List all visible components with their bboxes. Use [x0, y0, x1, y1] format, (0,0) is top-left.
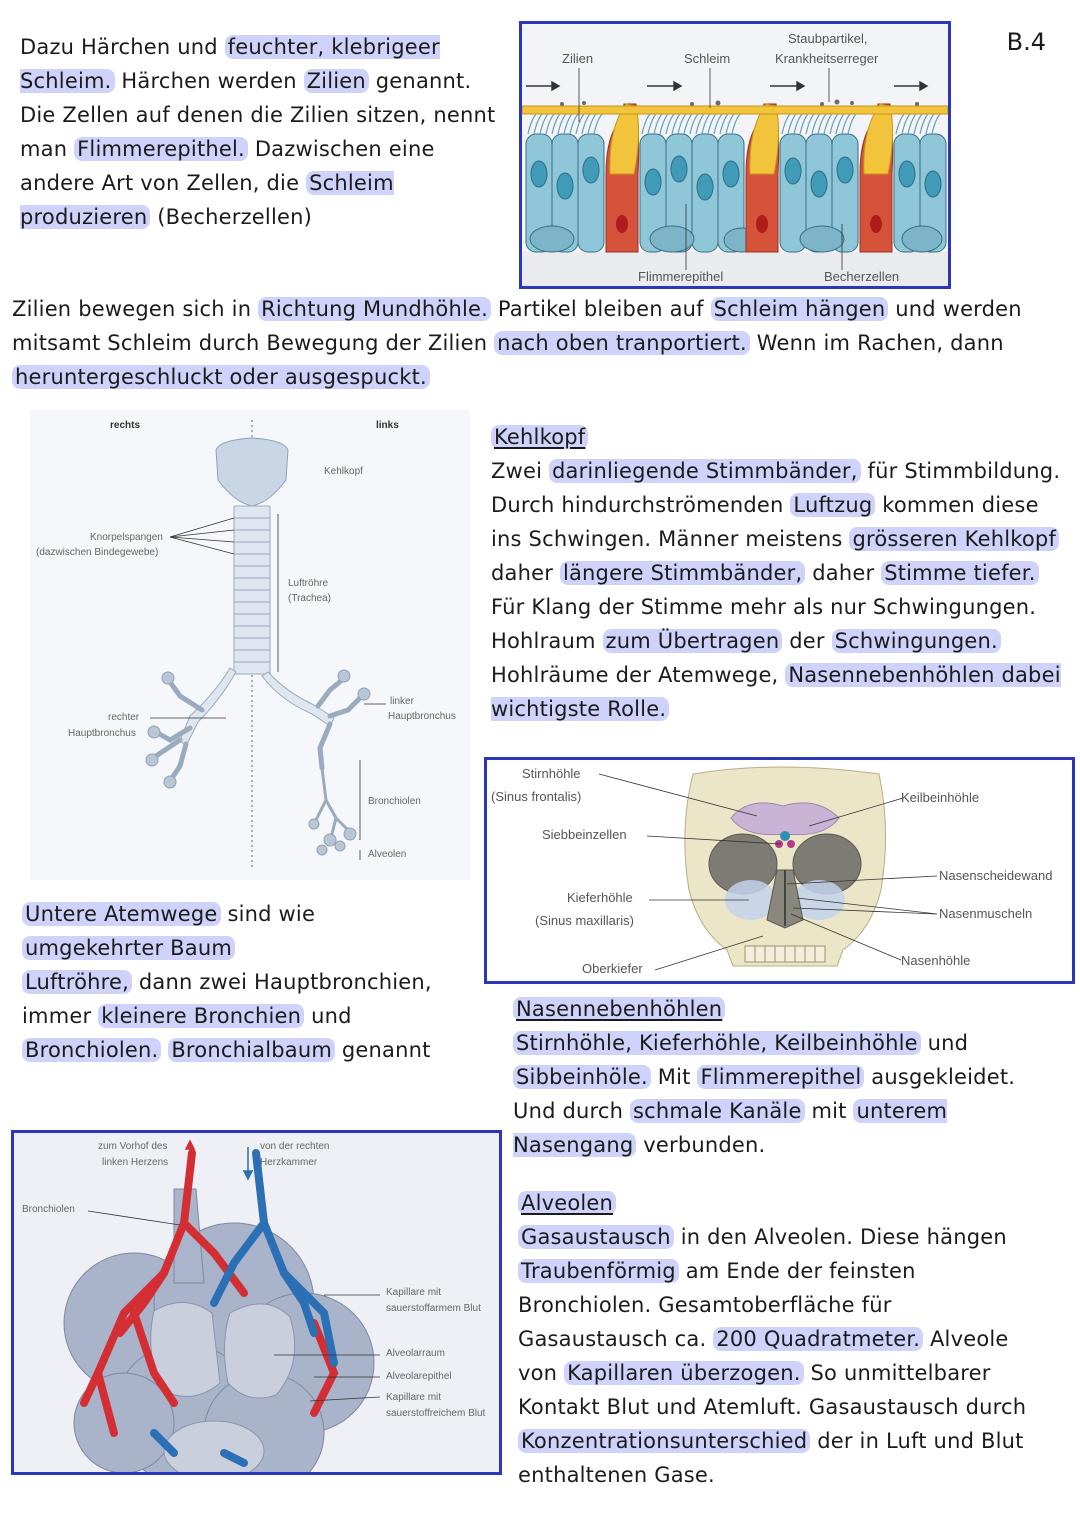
- cilia-figure: [519, 21, 951, 289]
- alveolen-h3: 200 Quadratmeter.: [713, 1327, 923, 1351]
- alveolen-h2: Traubenförmig: [518, 1259, 679, 1283]
- bronchial-label-knorpel: Knorpelspangen: [90, 532, 163, 543]
- bronchial-label-rechter: rechter: [108, 712, 140, 723]
- alveolen-label-alveolarepithel: Alveolarepithel: [386, 1371, 452, 1382]
- bronchial-label-hauptbronchus-r: Hauptbronchus: [68, 728, 136, 739]
- cilia-h1: Richtung Mundhöhle.: [258, 297, 491, 321]
- nasenneben-h1: Stirnhöhle, Kieferhöhle, Keilbeinhöhle: [513, 1031, 921, 1055]
- bronchial-label-hauptbronchus-l: Hauptbronchus: [388, 711, 456, 722]
- cilia-h3: nach oben tranportiert.: [494, 331, 750, 355]
- bronchial-label-trachea: (Trachea): [288, 593, 331, 604]
- skull-label-oberkiefer: Oberkiefer: [582, 961, 643, 976]
- skull-label-keilbein: Keilbeinhöhle: [901, 790, 980, 805]
- kehlkopf-h1: darinliegende Stimmbänder,: [549, 459, 861, 483]
- alveolen-t2: am Ende der feinsten Bronchiolen. Gesamtoberfläche für Gasaustausch ca.: [518, 1259, 916, 1351]
- baum-t2: dann: [132, 970, 200, 994]
- bronchial-label-kehlkopf: Kehlkopf: [324, 466, 363, 477]
- kehlkopf-h8: Nasennebenhöhlen dabei wichtigste Rolle.: [491, 663, 1061, 721]
- skull-label-hoehle: Nasenhöhle: [901, 953, 971, 968]
- bronchial-label-luftroehre: Luftröhre: [288, 578, 329, 589]
- cilia-t3: und werden mitsamt Schleim durch Bewegung der Zilien: [12, 297, 1022, 355]
- kehlkopf-h6: zum Übertragen: [603, 629, 783, 653]
- cilia-label-flimmer: Flimmerepithel: [638, 269, 724, 284]
- alveolen-label-kap-reich: Kapillare mit: [386, 1392, 442, 1403]
- bronchial-label-links: links: [376, 420, 399, 431]
- intro-t3: genannt. Die Zellen auf denen die Zilien sitzen, nennt man: [20, 69, 496, 161]
- kehlkopf-h7: Schwingungen.: [832, 629, 1001, 653]
- kehlkopf-t4: daher: [491, 561, 560, 585]
- skull-label-stirn: Stirnhöhle: [522, 766, 581, 781]
- bronchial-label-alveolen: Alveolen: [368, 849, 407, 860]
- alveolen-heading: Alveolen: [518, 1191, 616, 1215]
- cilia-t4: Wenn im Rachen, dann: [749, 331, 1004, 355]
- nasenneben-section: [513, 992, 1058, 1162]
- alveolen-label-kap-arm2: sauerstoffarmem Blut: [386, 1303, 481, 1314]
- intro-h4: Schleim produzieren: [20, 171, 394, 229]
- alveolen-h1: Gasaustausch: [518, 1225, 674, 1249]
- skull-label-scheidewand: Nasenscheidewand: [939, 868, 1053, 883]
- alveolen-h5: Konzentrationsunterschied: [518, 1429, 810, 1453]
- bronchial-label-bronchiolen: Bronchiolen: [368, 796, 421, 807]
- intro-t5: (Becherzellen): [150, 205, 313, 229]
- cilia-label-staub: Staubpartikel,: [788, 31, 868, 46]
- kehlkopf-t1: Zwei: [491, 459, 549, 483]
- nasenneben-h3: Flimmerepithel: [697, 1065, 864, 1089]
- alveolen-label-bronchiolen: Bronchiolen: [22, 1204, 75, 1215]
- alveolen-label-kap-arm: Kapillare mit: [386, 1287, 442, 1298]
- nasenneben-t3: ausgekleidet. Und durch: [513, 1065, 1016, 1123]
- skull-label-siebbein: Siebbeinzellen: [542, 827, 627, 842]
- alveolen-figure: [11, 1130, 502, 1475]
- skull-label-muscheln: Nasenmuscheln: [939, 906, 1033, 921]
- kehlkopf-h3: grösseren Kehlkopf: [849, 527, 1059, 551]
- nasenneben-t4: mit: [804, 1099, 854, 1123]
- bronchial-figure: [30, 410, 470, 880]
- intro-h3: Flimmerepithel.: [74, 137, 248, 161]
- baum-section: [22, 897, 442, 1067]
- intro-t2: Härchen werden: [114, 69, 304, 93]
- intro-t1: Dazu Härchen und: [20, 35, 225, 59]
- alveolen-label-alveolarraum: Alveolarraum: [386, 1348, 445, 1359]
- kehlkopf-t7: der: [782, 629, 832, 653]
- kehlkopf-t8: Hohlräume der Atemwege,: [491, 663, 786, 687]
- alveolen-t4: So unmittelbarer Kontakt Blut und Atemluft. Gasaustausch durch: [518, 1361, 1027, 1419]
- baum-h7: Bronchialbaum: [168, 1038, 335, 1062]
- baum-h5: kleinere Bronchien: [98, 1004, 304, 1028]
- nasenneben-h2: Sibbeinhöle.: [513, 1065, 651, 1089]
- skull-label-stirn2: (Sinus frontalis): [491, 789, 582, 804]
- kehlkopf-t3: kommen diese ins Schwingen. Männer meistens: [491, 493, 1039, 551]
- intro-text: [20, 30, 510, 234]
- alveolen-label-kap-reich2: sauerstoffreichem Blut: [386, 1408, 486, 1419]
- cilia-label-staub2: Krankheitserreger: [775, 51, 879, 66]
- baum-h1: Untere Atemwege: [22, 902, 221, 926]
- nasenneben-h4: schmale Kanäle: [630, 1099, 805, 1123]
- kehlkopf-t5: daher: [805, 561, 882, 585]
- nasenneben-t2: Mit: [650, 1065, 698, 1089]
- intro-h1: feuchter, klebrigeer Schleim.: [20, 35, 440, 93]
- alveolen-label-vorhof: zum Vorhof des: [98, 1141, 168, 1152]
- kehlkopf-t6: Für Klang der Stimme mehr als nur Schwingungen. Hohlraum: [491, 595, 1037, 653]
- baum-h6: Bronchiolen.: [22, 1038, 161, 1062]
- nasenneben-t1: und: [920, 1031, 969, 1055]
- alveolen-t1: in den Alveolen. Diese hängen: [673, 1225, 1007, 1249]
- cilia-t2: Partikel bleiben auf: [491, 297, 711, 321]
- nasenneben-t5: verbunden.: [636, 1133, 766, 1157]
- bronchial-label-knorpel2: (dazwischen Bindegewebe): [36, 547, 159, 558]
- intro-h2: Zilien: [304, 69, 369, 93]
- alveolen-section: [518, 1186, 1038, 1492]
- nasenneben-heading: Nasennebenhöhlen: [513, 997, 725, 1021]
- alveolen-label-vorhof2: linken Herzens: [102, 1157, 169, 1168]
- kehlkopf-t2: für Stimmbildung. Durch hindurchströmenden: [491, 459, 1061, 517]
- bronchial-illustration: [30, 410, 470, 880]
- bronchial-label-rechts: rechts: [110, 420, 141, 431]
- alveolen-h4: Kapillaren überzogen.: [564, 1361, 804, 1385]
- baum-t6: genannt: [335, 1038, 431, 1062]
- intro-t4: Dazwischen eine andere Art von Zellen, die: [20, 137, 435, 195]
- alveolen-label-kammer: von der rechten: [260, 1141, 330, 1152]
- cilia-label-schleim: Schleim: [684, 51, 731, 66]
- baum-h4: zwei Hauptbronchien,: [199, 970, 432, 994]
- alveolen-label-kammer2: Herzkammer: [260, 1157, 318, 1168]
- nasenneben-h5: unterem Nasengang: [513, 1099, 948, 1157]
- baum-t1: sind wie: [220, 902, 316, 926]
- skull-figure: [484, 757, 1075, 984]
- cilia-h2: Schleim hängen: [711, 297, 889, 321]
- cilia-t1: Zilien bewegen sich in: [12, 297, 259, 321]
- skull-label-kiefer2: (Sinus maxillaris): [535, 913, 634, 928]
- cilia-h4: heruntergeschluckt oder ausgespuckt.: [12, 365, 430, 389]
- cilia-text: [12, 292, 1052, 394]
- page-number: B.4: [1006, 28, 1046, 56]
- alveolen-t3: Alveole von: [518, 1327, 1009, 1385]
- baum-h2: umgekehrter Baum: [22, 936, 235, 960]
- kehlkopf-heading: Kehlkopf: [491, 425, 588, 449]
- bronchial-label-linker: linker: [390, 696, 414, 707]
- skull-label-kiefer: Kieferhöhle: [567, 890, 633, 905]
- kehlkopf-h4: längere Stimmbänder,: [560, 561, 805, 585]
- baum-h3: Luftröhre,: [22, 970, 132, 994]
- cilia-label-zilien: Zilien: [562, 51, 594, 66]
- alveolen-t5: der in Luft und Blut enthaltenen Gase.: [518, 1429, 1024, 1487]
- kehlkopf-section: [491, 420, 1061, 726]
- kehlkopf-h2: Luftzug: [790, 493, 875, 517]
- baum-t3: immer: [22, 1004, 99, 1028]
- kehlkopf-h5: Stimme tiefer.: [881, 561, 1038, 585]
- cilia-label-becher: Becherzellen: [824, 269, 900, 284]
- baum-t4: und: [304, 1004, 352, 1028]
